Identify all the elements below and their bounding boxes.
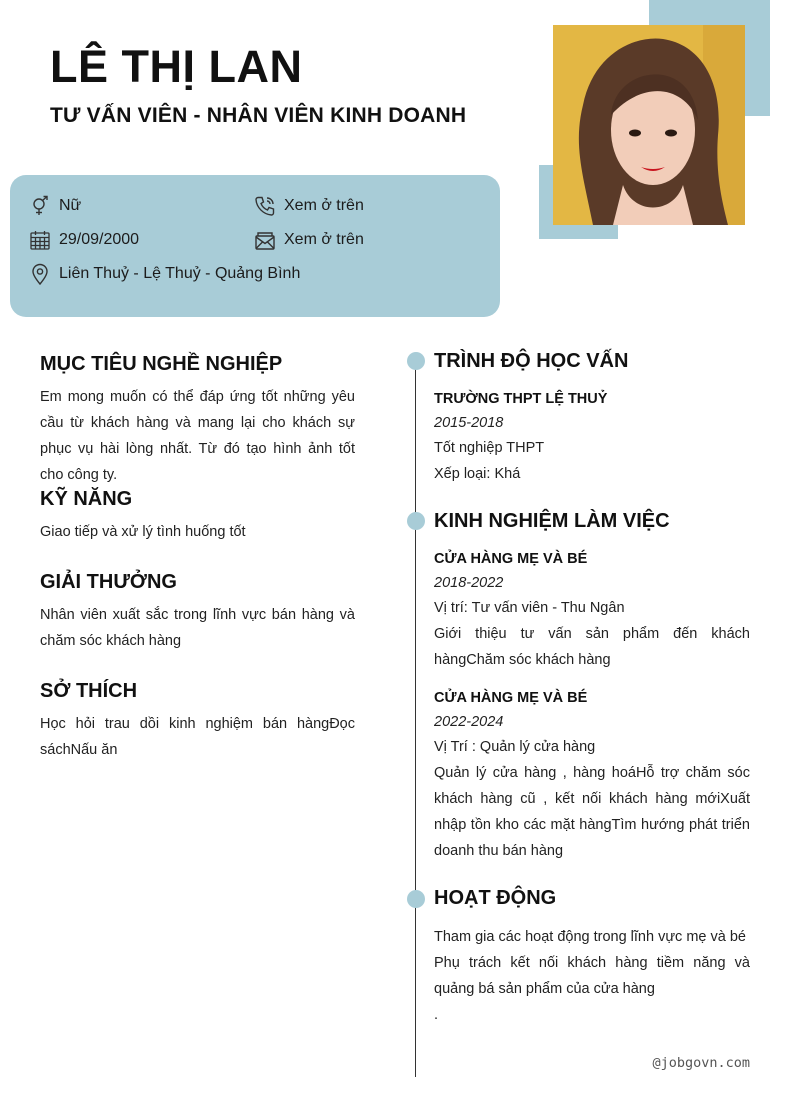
gender-value: Nữ [59, 197, 82, 214]
location-icon [29, 263, 51, 285]
hobbies-title: SỞ THÍCH [40, 680, 138, 702]
timeline-line [415, 360, 416, 1077]
email-value: Xem ở trên [284, 231, 364, 248]
phone-icon [254, 195, 276, 217]
birthday-row [29, 229, 139, 251]
phone-value: Xem ở trên [284, 197, 364, 214]
email-row [254, 229, 364, 251]
activities-line-3: . [434, 1007, 439, 1023]
timeline-dot-experience [407, 512, 425, 530]
job-1-role: Vị trí: Tư vấn viên - Thu Ngân [434, 600, 625, 616]
phone-row [254, 195, 364, 217]
objective-title: MỤC TIÊU NGHỀ NGHIỆP [40, 353, 283, 375]
experience-title: KINH NGHIỆM LÀM VIỆC [434, 510, 670, 532]
hobbies-text: Học hỏi trau dồi kinh nghiệm bán hàngĐọc sáchNấu ăn [40, 716, 355, 758]
education-grade: Xếp loại: Khá [434, 466, 521, 482]
education-degree: Tốt nghiệp THPT [434, 440, 545, 456]
candidate-position: TƯ VẤN VIÊN - NHÂN VIÊN KINH DOANH [50, 104, 467, 127]
objective-text: Em mong muốn có thể đáp ứng tốt những yêu cầu từ khách hàng và mang lại cho khách sự phục vụ hài lòng nhất. Từ đó tạo hình ảnh tốt cho công ty. [40, 389, 355, 483]
activities-line-2: Phụ trách kết nối khách hàng tiềm năng và quảng bá sản phẩm của cửa hàng [434, 955, 750, 997]
timeline-dot-education [407, 352, 425, 370]
job-2-company: CỬA HÀNG MẸ VÀ BÉ [434, 690, 588, 706]
birthday-value: 29/09/2000 [59, 231, 140, 248]
email-icon [254, 229, 276, 251]
contact-info-box [10, 175, 500, 317]
skills-text: Giao tiếp và xử lý tình huống tốt [40, 524, 246, 540]
job-2-description: Quản lý cửa hàng , hàng hoáHỗ trợ chăm sóc khách hàng cũ , kết nối khách hàng mớiXuất nhập tồn kho các mặt hàngTìm hướng phát triển doanh thu bán hàng [434, 765, 750, 859]
calendar-icon [29, 229, 51, 251]
gender-row [29, 195, 81, 217]
activities-line-1: Tham gia các hoạt động trong lĩnh vực mẹ và bé [434, 929, 746, 945]
timeline-dot-activities [407, 890, 425, 908]
education-period: 2015-2018 [434, 415, 504, 431]
school-name: TRƯỜNG THPT LỆ THUỶ [434, 391, 608, 407]
job-1-period: 2018-2022 [434, 575, 504, 591]
job-2-period: 2022-2024 [434, 714, 504, 730]
gender-icon [29, 195, 51, 217]
awards-title: GIẢI THƯỞNG [40, 571, 177, 593]
address-row [29, 263, 300, 285]
skills-title: KỸ NĂNG [40, 488, 133, 510]
activities-title: HOẠT ĐỘNG [434, 887, 557, 909]
job-1-description: Giới thiệu tư vấn sản phẩm đến khách hàngChăm sóc khách hàng [434, 626, 750, 668]
footer-watermark: @jobgovn.com [652, 1055, 750, 1071]
education-title: TRÌNH ĐỘ HỌC VẤN [434, 350, 629, 372]
address-value: Liên Thuỷ - Lệ Thuỷ - Quảng Bình [59, 265, 301, 282]
awards-text: Nhân viên xuất sắc trong lĩnh vực bán hàng và chăm sóc khách hàng [40, 607, 355, 649]
candidate-name: LÊ THỊ LAN [50, 41, 303, 92]
job-2-role: Vị Trí : Quản lý cửa hàng [434, 739, 596, 755]
profile-photo [553, 25, 745, 225]
job-1-company: CỬA HÀNG MẸ VÀ BÉ [434, 551, 588, 567]
